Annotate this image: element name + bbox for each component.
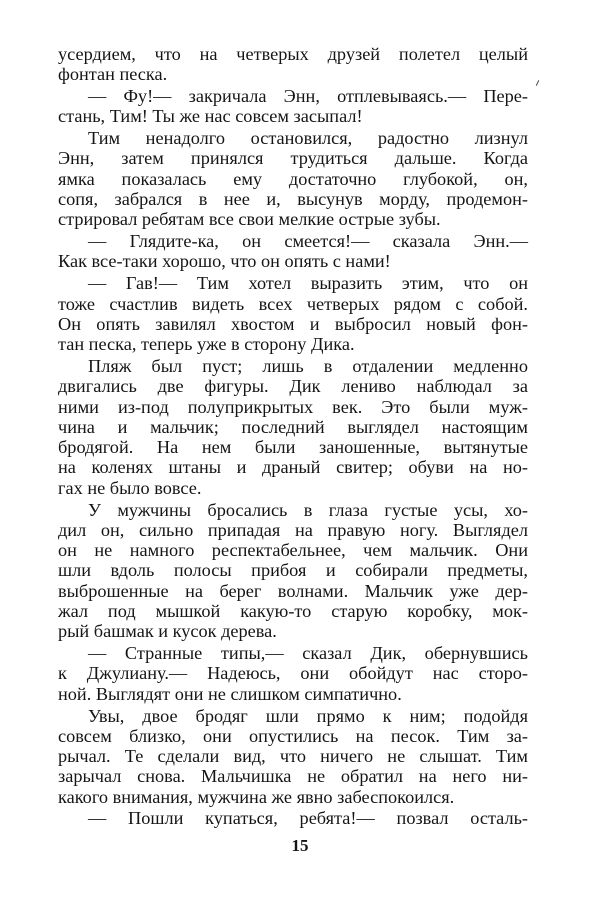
text-line: жал под мышкой какую-то старую коробку, мок- (58, 601, 528, 622)
text-line: тан песка, теперь уже в сторону Дика. (58, 334, 355, 355)
text-line: — Пошли купаться, ребята!— позвал осталь- (88, 808, 528, 829)
text-line: стань, Тим! Ты же нас совсем засыпал! (58, 106, 363, 127)
text-line: рычал. Те сделали вид, что ничего не слышат. Тим (58, 746, 528, 767)
text-line: ними из-под полуприкрытых век. Это были муж- (58, 396, 528, 417)
text-line: рый башмак и кусок дерева. (58, 621, 277, 642)
text-line: совсем близко, они опустились на песок. Тим за- (58, 725, 528, 746)
scan-mark (536, 80, 539, 86)
text-line: сопя, забрался в нее и, высунув морду, продемон- (58, 189, 528, 210)
text-line: — Странные типы,— сказал Дик, обернувшись (88, 643, 528, 664)
text-line: он не намного респектабельнее, чем мальчик. Они (58, 540, 528, 561)
text-line: — Фу!— закричала Энн, отплевываясь.— Пере- (88, 86, 528, 107)
text-line: усердием, что на четверых друзей полетел целый (58, 44, 528, 64)
text-line: ной. Выглядят они не слишком симпатично. (58, 683, 402, 704)
page-body-text (58, 44, 528, 829)
text-line: какого внимания, мужчина же явно забеспокоился. (58, 786, 455, 807)
text-line: тоже счастлив видеть всех четверых рядом с собой. (58, 293, 528, 314)
text-line: Энн, затем принялся трудиться дальше. Когда (58, 148, 528, 169)
text-line: к Джулиану.— Надеюсь, они обойдут нас сторо- (58, 663, 528, 684)
text-line: стрировал ребятам все свои мелкие острые зубы. (58, 209, 441, 230)
text-line: Увы, двое бродяг шли прямо к ним; подойдя (88, 705, 528, 726)
text-line: гах не было вовсе. (58, 477, 202, 498)
text-line: — Гав!— Тим хотел выразить этим, что он (88, 273, 528, 294)
text-line: ямка показалась ему достаточно глубокой, он, (58, 168, 528, 189)
text-line: Он опять завилял хвостом и выбросил новый фон- (58, 313, 528, 334)
text-line: Как все-таки хорошо, что он опять с нами! (58, 251, 391, 272)
page-number: 15 (291, 836, 309, 855)
text-line: на коленях штаны и драный свитер; обуви на но- (58, 457, 528, 478)
text-line: чина и мальчик; последний выглядел настоящим (58, 416, 528, 437)
text-line: бродягой. На нем были заношенные, вытянутые (58, 437, 528, 458)
text-line: выброшенные на берег волнами. Мальчик уже дер- (58, 580, 528, 601)
text-line: Тим ненадолго остановился, радостно лизнул (88, 128, 528, 149)
text-line: — Глядите-ка, он смеется!— сказала Энн.— (88, 231, 528, 252)
text-line: зарычал снова. Мальчишка не обратил на него ни- (58, 766, 528, 787)
text-line: У мужчины бросались в глаза густые усы, хо- (88, 499, 528, 520)
text-line: дил он, сильно припадая на правую ногу. Выглядел (58, 519, 528, 540)
text-line: Пляж был пуст; лишь в отдалении медленно (88, 355, 528, 376)
text-line: фонтан песка. (58, 64, 168, 85)
text-line: шли вдоль полосы прибоя и собирали предметы, (58, 560, 528, 581)
text-line: двигались две фигуры. Дик лениво наблюдал за (58, 376, 528, 397)
